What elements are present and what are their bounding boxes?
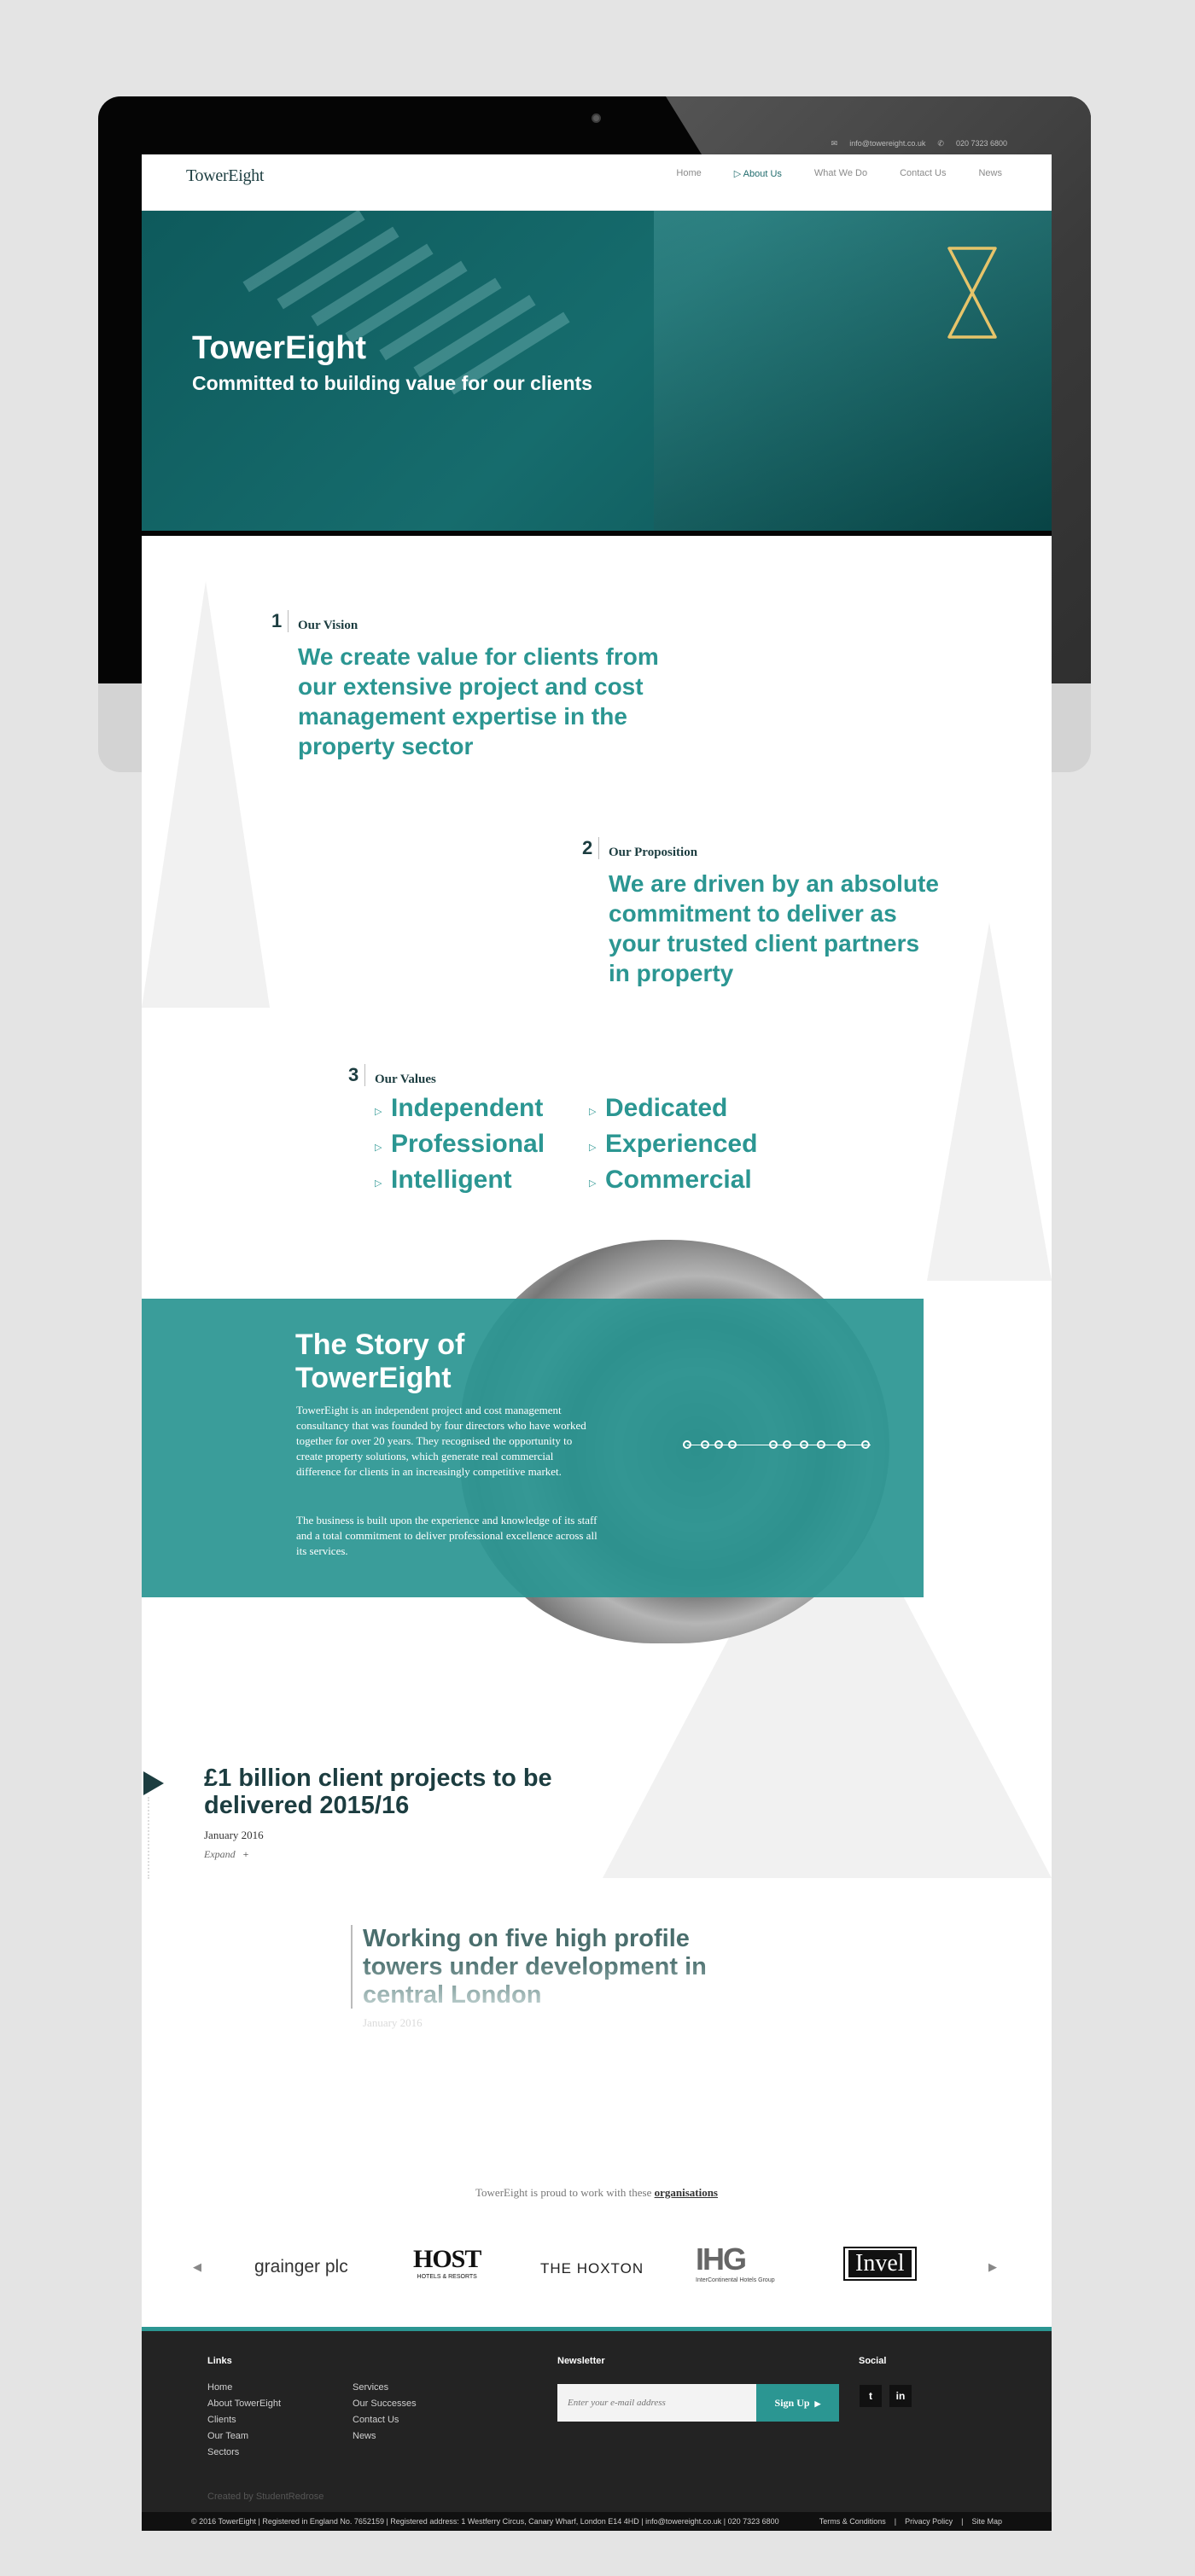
divider: | (961, 2517, 964, 2526)
values-number: 3 (348, 1064, 365, 1086)
legal-bar (142, 2512, 1052, 2531)
crosswalk-stripe (413, 295, 535, 378)
nav-what-we-do[interactable]: What We Do (813, 168, 868, 178)
partner-logo-carousel (142, 2236, 1052, 2305)
ihg-sub: InterContinental Hotels Group (696, 2277, 775, 2283)
footer-link[interactable]: Contact Us (353, 2415, 399, 2425)
footer-link[interactable]: About TowerEight (207, 2399, 282, 2409)
nav-contact-us[interactable]: Contact Us (900, 168, 947, 178)
news-title-line: towers under development in (363, 1953, 707, 1980)
sitemap-link[interactable]: Site Map (971, 2517, 1002, 2526)
news-title-line: delivered 2015/16 (204, 1792, 410, 1819)
phone-icon: ✆ (937, 139, 944, 148)
crosswalk-stripe (379, 278, 501, 361)
ihg-name: IHG (696, 2242, 746, 2277)
partners-intro (142, 2186, 1052, 2200)
footer-link[interactable]: Sectors (207, 2447, 240, 2457)
header-phone[interactable]: 020 7323 6800 (955, 139, 1007, 148)
news-title[interactable] (363, 1925, 707, 2009)
social-heading: Social (859, 2356, 887, 2366)
story-paragraph: The business is built upon the experience and knowledge of its staff and a total commitment to deliver professional excellence across all its services. (296, 1514, 598, 1557)
nav-about-us-label: About Us (743, 169, 782, 179)
timeline-dot[interactable] (701, 1440, 709, 1449)
proposition-line: your trusted client partners (609, 930, 920, 957)
news-date: January 2016 (204, 1829, 264, 1841)
news-title-line: central London (363, 1981, 542, 2009)
plus-icon: + (242, 1848, 249, 1860)
newsletter-heading: Newsletter (557, 2356, 605, 2366)
footer-links-heading: Links (207, 2356, 232, 2366)
nav-news[interactable]: News (978, 168, 1002, 178)
carousel-next-icon[interactable]: ▶ (988, 2260, 997, 2273)
play-icon: ▷ (589, 1143, 597, 1153)
footer-link[interactable]: Clients (207, 2415, 236, 2425)
story-title-line: The Story of (295, 1329, 465, 1361)
mail-icon: ✉ (831, 139, 838, 148)
footer-link[interactable]: Home (207, 2382, 233, 2393)
invel-name: Invel (848, 2250, 912, 2277)
timeline-dot[interactable] (817, 1440, 825, 1449)
hourglass-logo-icon (946, 245, 999, 340)
legal-text: © 2016 TowerEight | Registered in England No. 7652159 | Registered address: 1 Westferry Circus, Canary Wharf, London E14 4HD | info@towereight.co.uk | 020 7323 6800 (191, 2517, 779, 2526)
news-title-line: £1 billion client projects to be (204, 1765, 552, 1792)
story-title-line: TowerEight (295, 1362, 452, 1394)
triangle-pattern (142, 581, 270, 1008)
partner-logo-hoxton[interactable]: THE HOXTON (540, 2260, 644, 2277)
news-marker-icon (143, 1771, 164, 1795)
play-icon: ▷ (733, 169, 743, 179)
timeline-dot[interactable] (837, 1440, 846, 1449)
proposition-number: 2 (582, 837, 599, 859)
footer-link[interactable]: Services (353, 2382, 389, 2393)
partner-logo-invel[interactable] (843, 2247, 917, 2281)
play-icon: ▷ (589, 1107, 597, 1117)
crosswalk-stripe (277, 227, 399, 310)
vision-number: 1 (271, 610, 289, 632)
hero-title: TowerEight (192, 330, 367, 366)
value-item: Professional (391, 1130, 545, 1158)
partner-logo-ihg[interactable] (696, 2242, 775, 2283)
web-page (142, 154, 1052, 2531)
crosswalk-stripe (242, 211, 364, 292)
organisations-link[interactable]: organisations (654, 2186, 718, 2199)
expand-label: Expand (204, 1848, 236, 1860)
vision-text (298, 642, 659, 761)
legal-links (819, 2512, 1002, 2531)
timeline-dot[interactable] (683, 1440, 691, 1449)
story-title (295, 1329, 464, 1395)
news-date: January 2016 (363, 2016, 423, 2029)
triangle-pattern (927, 922, 1052, 1281)
vision-label: Our Vision (298, 619, 358, 632)
hero-banner (142, 211, 1052, 531)
nav-links (676, 168, 1002, 179)
play-icon: ▷ (589, 1178, 597, 1189)
timeline-dot[interactable] (861, 1440, 870, 1449)
proposition-line: We are driven by an absolute (609, 870, 939, 897)
timeline-dot[interactable] (800, 1440, 808, 1449)
timeline-dot[interactable] (714, 1440, 723, 1449)
footer-links-col2 (353, 2380, 417, 2445)
carousel-prev-icon[interactable]: ◀ (193, 2260, 201, 2273)
timeline-dot[interactable] (783, 1440, 791, 1449)
news-timeline-dots (148, 1797, 149, 1879)
footer-link[interactable]: News (353, 2431, 376, 2441)
value-item: Experienced (605, 1130, 758, 1158)
divider: | (894, 2517, 897, 2526)
story-paragraph: TowerEight is an independent project and cost management consultancy that was founded by four directors who have worked together for over 20 years. They recognised the opportunity to create property solutions, which generate real commercial difference for clients in an increasingly competitive market. (296, 1404, 586, 1478)
nav-about-us[interactable] (734, 168, 782, 179)
nav-home[interactable]: Home (676, 168, 702, 178)
signup-button[interactable] (756, 2384, 839, 2422)
header-contact (831, 139, 1007, 148)
value-item: Intelligent (391, 1166, 512, 1194)
play-icon: ▷ (375, 1143, 382, 1153)
value-item: Dedicated (605, 1094, 728, 1122)
play-icon: ▷ (375, 1178, 382, 1189)
camera-icon (592, 113, 601, 123)
signup-label: Sign Up (774, 2396, 810, 2409)
news-title-line: Working on five high profile (363, 1925, 690, 1952)
top-nav (142, 154, 1052, 211)
vision-line: management expertise in the (298, 703, 627, 730)
partners-text: TowerEight is proud to work with these (475, 2186, 655, 2199)
news-bar (351, 1925, 353, 2009)
linkedin-icon[interactable]: in (889, 2385, 912, 2407)
proposition-label: Our Proposition (609, 846, 698, 859)
footer-link[interactable]: Our Successes (353, 2399, 417, 2409)
hero-bottom-edge (142, 531, 1052, 536)
timeline-dot[interactable] (769, 1440, 778, 1449)
proposition-line: commitment to deliver as (609, 900, 897, 927)
news-title[interactable] (204, 1765, 552, 1819)
footer-link[interactable]: Our Team (207, 2431, 249, 2441)
footer-links-col1 (207, 2380, 281, 2461)
timeline-dot[interactable] (728, 1440, 737, 1449)
vision-line: our extensive project and cost (298, 673, 644, 700)
twitter-icon[interactable]: t (860, 2385, 882, 2407)
vision-line: property sector (298, 733, 474, 759)
value-item: Independent (391, 1094, 544, 1122)
host-name: HOST (413, 2245, 481, 2273)
footer-credit[interactable]: Created by StudentRedrose (207, 2492, 324, 2502)
partner-logo-host[interactable] (413, 2245, 481, 2280)
expand-link[interactable] (204, 1848, 248, 1861)
privacy-link[interactable]: Privacy Policy (905, 2517, 953, 2526)
terms-link[interactable]: Terms & Conditions (819, 2517, 886, 2526)
crosswalk-stripe (311, 244, 433, 327)
vision-line: We create value for clients from (298, 643, 659, 670)
partner-logo-grainger[interactable]: grainger plc (254, 2257, 348, 2277)
newsletter-email-input[interactable] (557, 2384, 756, 2422)
hero-subtitle: Committed to building value for our clients (192, 372, 592, 394)
values-label: Our Values (375, 1073, 436, 1086)
play-icon: ▶ (814, 2399, 821, 2408)
header-email[interactable]: info@towereight.co.uk (849, 139, 926, 148)
value-item: Commercial (605, 1166, 752, 1194)
proposition-text (609, 869, 939, 988)
play-icon: ▷ (375, 1107, 382, 1117)
host-sub: HOTELS & RESORTS (417, 2274, 477, 2280)
site-logo[interactable]: TowerEight (186, 166, 265, 185)
proposition-line: in property (609, 960, 734, 986)
